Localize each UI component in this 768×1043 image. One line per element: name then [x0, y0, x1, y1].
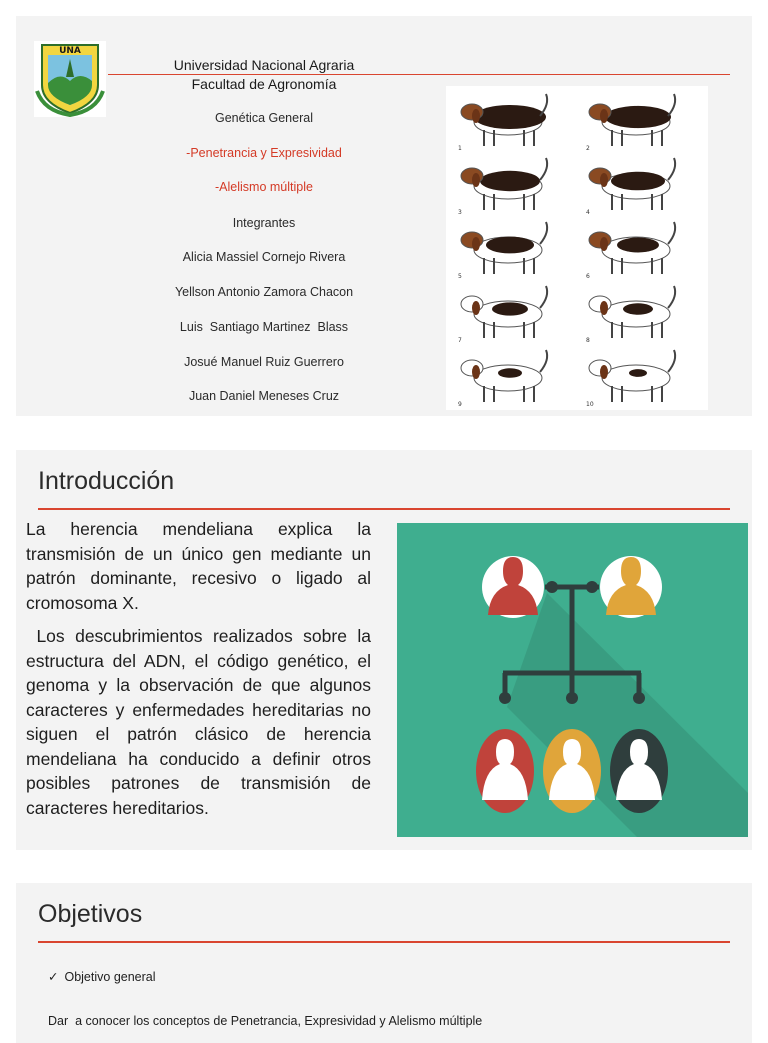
dog-number: 8	[586, 337, 590, 344]
family-tree-illustration	[397, 523, 748, 837]
intro-paragraph: Los descubrimientos realizados sobre la estructura del ADN, el código genético, el genoma y la observación de que algunos caracteres y enfermedades hereditarias no siguen el patrón clásico de herencia mendeliana ha conducido a definir otros posibles patrones de transmisión de caracteres hereditarios.	[26, 626, 376, 818]
dog-number: 1	[458, 145, 462, 152]
topic-allelism: -Alelismo múltiple	[215, 180, 313, 194]
dog-figure	[586, 350, 675, 408]
objective-list-item	[48, 969, 156, 984]
dog-figure	[458, 158, 547, 216]
intro-body	[26, 517, 376, 829]
dog-figure	[458, 286, 547, 344]
dog-number: 9	[458, 401, 462, 408]
dog-coat-pattern-illustration	[446, 86, 708, 410]
cover-slide	[16, 16, 752, 416]
section-title: Introducción	[38, 467, 175, 495]
member-name: Juan Daniel Meneses Cruz	[188, 389, 340, 403]
university-logo	[34, 41, 106, 117]
faculty-name: Facultad de Agronomía	[191, 76, 337, 92]
course-name: Genética General	[215, 111, 313, 125]
member-name: Yellson Antonio Zamora Chacon	[174, 285, 354, 299]
title-rule	[38, 508, 730, 510]
logo-letters: UNA	[59, 46, 81, 56]
dog-figure	[458, 222, 547, 280]
dog-number: 3	[458, 209, 462, 216]
university-name: Universidad Nacional Agraria	[173, 57, 355, 73]
dog-number: 6	[586, 273, 590, 280]
dog-number: 7	[458, 337, 462, 344]
section-title: Objetivos	[38, 900, 143, 928]
dog-figure	[458, 94, 547, 152]
members-heading: Integrantes	[232, 216, 296, 230]
dog-number: 5	[458, 273, 462, 280]
introduction-slide	[16, 450, 752, 850]
dog-figure	[586, 94, 675, 152]
dog-figure	[586, 222, 675, 280]
title-rule	[108, 74, 730, 75]
objective-label: Objetivo general	[64, 970, 156, 984]
title-rule	[38, 941, 730, 943]
checkmark-icon: ✓	[48, 970, 59, 984]
dog-figure	[586, 286, 675, 344]
member-name: Luis Santiago Martinez Blass	[179, 320, 349, 334]
objective-description: Dar a conocer los conceptos de Penetrancia, Expresividad y Alelismo múltiple	[48, 1014, 483, 1028]
dog-number: 10	[586, 401, 594, 408]
dog-number: 4	[586, 209, 590, 216]
dog-figure	[458, 350, 547, 408]
intro-paragraph: La herencia mendeliana explica la transmisión de un único gen mediante un patrón dominante, recesivo o ligado al cromosoma X.	[26, 519, 371, 613]
member-name: Josué Manuel Ruiz Guerrero	[184, 355, 344, 369]
dog-figure	[586, 158, 675, 216]
topic-penetrance: -Penetrancia y Expresividad	[186, 146, 342, 160]
member-name: Alicia Massiel Cornejo Rivera	[182, 250, 346, 264]
objectives-slide	[16, 883, 752, 1043]
dog-number: 2	[586, 145, 590, 152]
